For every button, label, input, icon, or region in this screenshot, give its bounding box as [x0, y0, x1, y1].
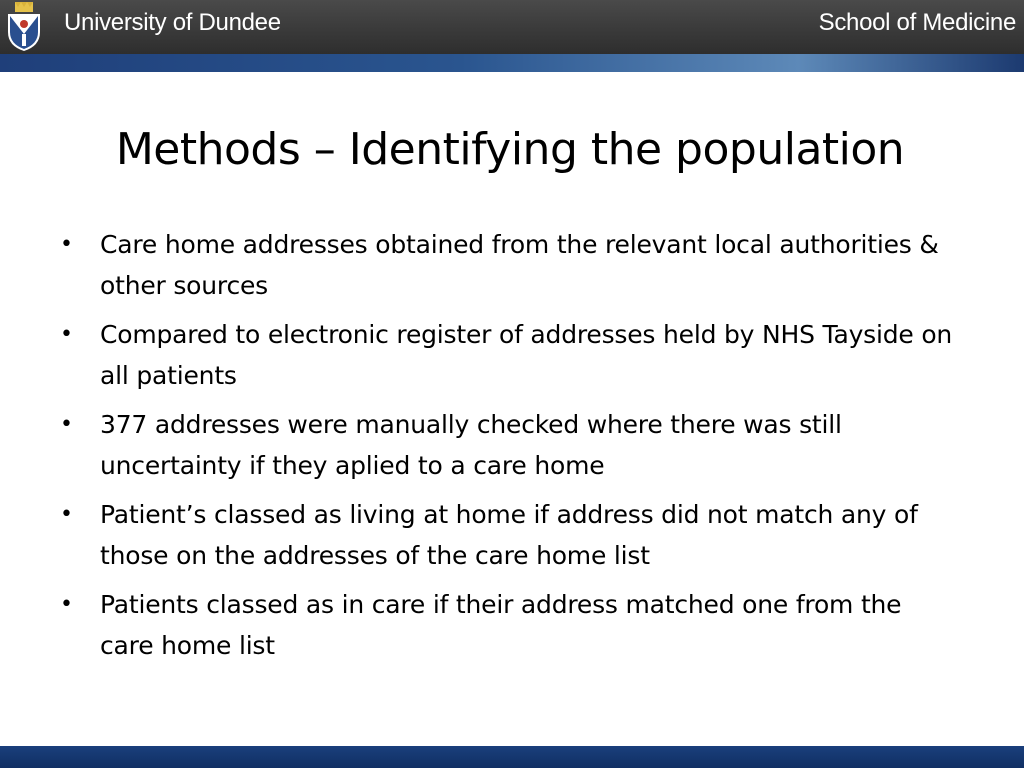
bullet-item [58, 224, 958, 306]
header-stripe [0, 54, 1024, 72]
footer-bar [0, 746, 1024, 768]
bullet-icon: • [60, 592, 73, 617]
bullet-text: Patients classed as in care if their address matched one from the care home list [100, 590, 902, 660]
bullet-list [58, 224, 958, 674]
header-bar [0, 0, 1024, 54]
bullet-icon: • [60, 502, 73, 527]
bullet-text: 377 addresses were manually checked where there was still uncertainty if they aplied to a care home [100, 410, 842, 480]
slide-title: Methods – Identifying the population [115, 124, 905, 175]
bullet-item [58, 584, 958, 666]
bullet-icon: • [60, 232, 73, 257]
bullet-item [58, 314, 958, 396]
university-crest-icon [6, 2, 42, 52]
school-name: School of Medicine [818, 9, 1016, 36]
bullet-text: Compared to electronic register of addresses held by NHS Tayside on all patients [100, 320, 953, 390]
university-name: University of Dundee [64, 9, 281, 36]
bullet-icon: • [60, 322, 73, 347]
bullet-item [58, 404, 958, 486]
bullet-item [58, 494, 958, 576]
bullet-text: Care home addresses obtained from the relevant local authorities & other sources [100, 230, 939, 300]
bullet-icon: • [60, 412, 73, 437]
bullet-text: Patient’s classed as living at home if address did not match any of those on the addresses of the care home list [100, 500, 918, 570]
